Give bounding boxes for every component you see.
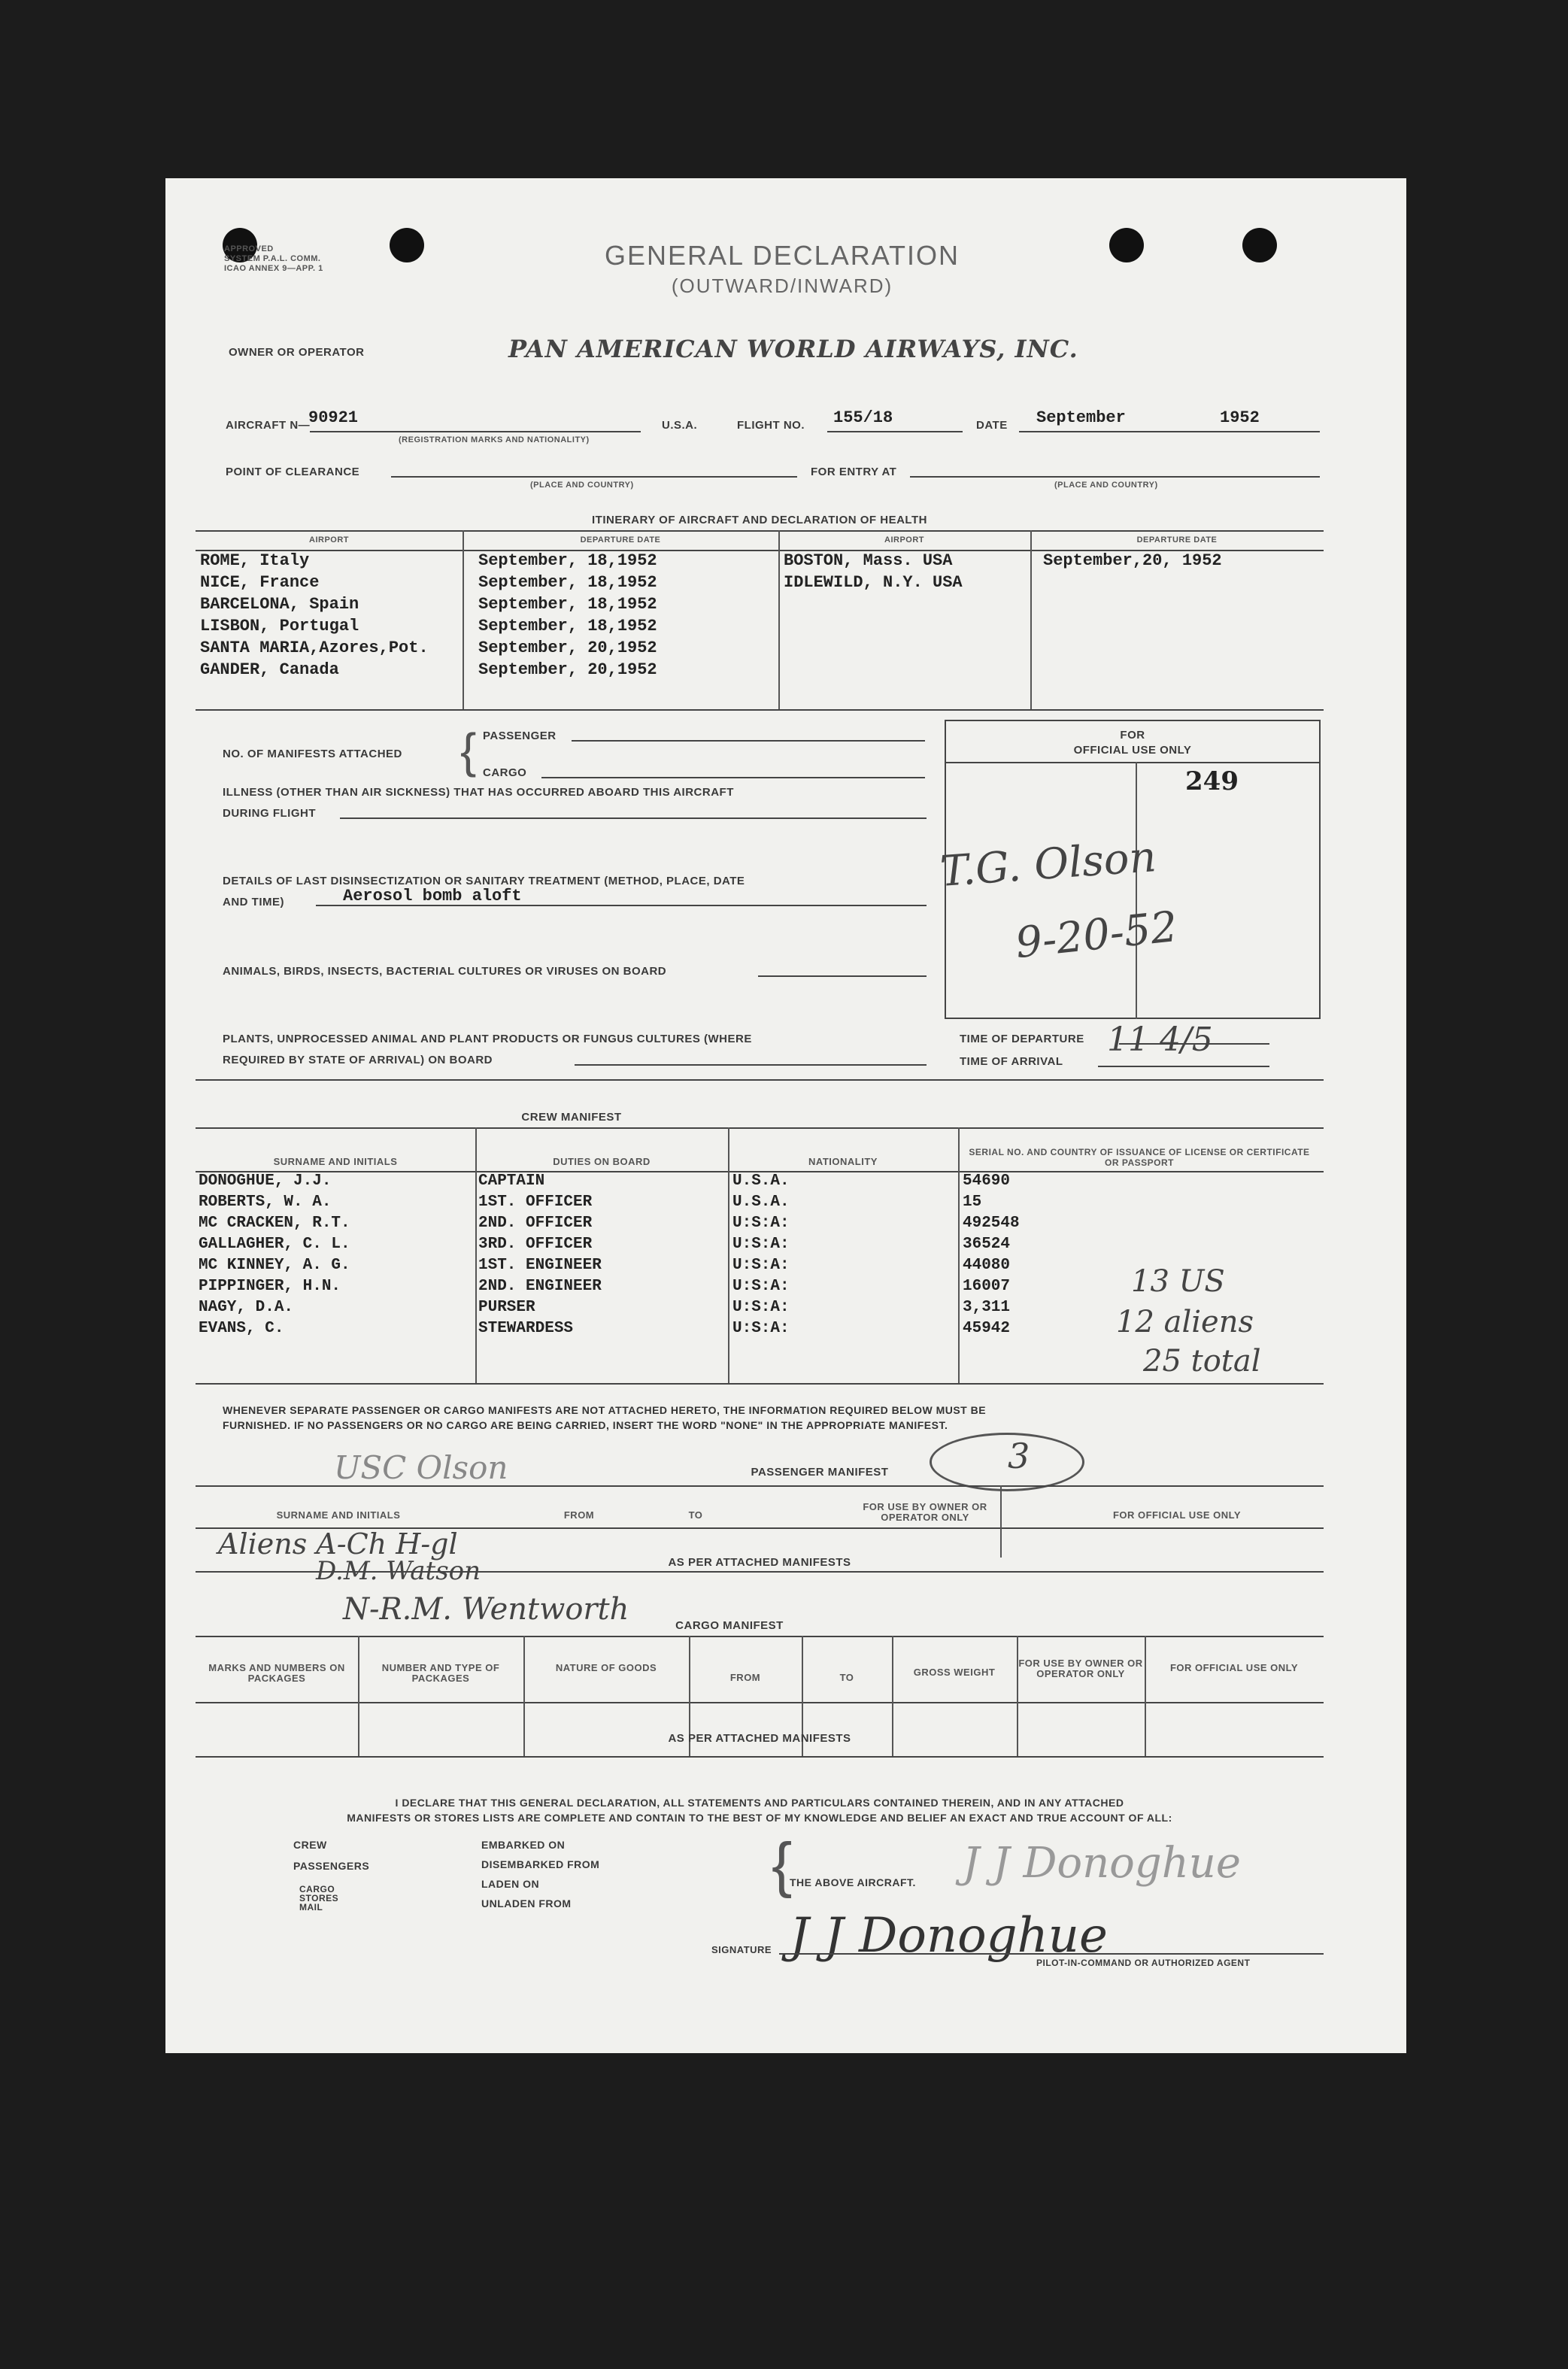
- official-signature: T.G. Olson: [939, 833, 1158, 896]
- decl-passengers: PASSENGERS: [293, 1860, 370, 1872]
- crew-serial: 3,311: [963, 1299, 1011, 1316]
- crew-serial: 15: [963, 1194, 982, 1211]
- itinerary-row: [200, 617, 657, 639]
- airport-cell: SANTA MARIA,Azores,Pot.: [200, 639, 429, 657]
- passenger-col-name: SURNAME AND INITIALS: [276, 1509, 401, 1521]
- airport-cell: NICE, France: [200, 573, 320, 592]
- itinerary-row: [784, 551, 1222, 573]
- crew-name: EVANS, C.: [199, 1320, 284, 1337]
- flight-label: FLIGHT NO.: [737, 419, 805, 432]
- itinerary-col-departure: DEPARTURE DATE: [580, 535, 661, 544]
- declaration-text: I DECLARE THAT THIS GENERAL DECLARATION, ALL STATEMENTS AND PARTICULARS CONTAINED THEREIN, AND IN ANY ATTACHED: [395, 1797, 1124, 1809]
- passenger-col-from: FROM: [563, 1509, 595, 1521]
- time-departure-label: TIME OF DEPARTURE: [960, 1033, 1084, 1045]
- passenger-hand-note: N-R.M. Wentworth: [343, 1592, 629, 1627]
- arrival-time-hand: 11 4/5: [1107, 1021, 1213, 1059]
- clearance-label: POINT OF CLEARANCE: [226, 466, 360, 478]
- animals-label: ANIMALS, BIRDS, INSECTS, BACTERIAL CULTURES OR VIRUSES ON BOARD: [223, 965, 667, 978]
- crew-duty: PURSER: [478, 1299, 535, 1316]
- aircraft-label: AIRCRAFT N—: [226, 419, 311, 432]
- cargo-label: CARGO: [483, 766, 527, 779]
- approval-line: APPROVED: [224, 244, 274, 253]
- manifest-notice: WHENEVER SEPARATE PASSENGER OR CARGO MANIFESTS ARE NOT ATTACHED HERETO, THE INFORMATION REQUIRED BELOW MUST BE: [223, 1404, 987, 1416]
- crew-nationality: U:S:A:: [732, 1236, 790, 1253]
- entry-place-note: (PLACE AND COUNTRY): [1054, 481, 1158, 490]
- flight-number: 155/18: [833, 408, 893, 427]
- disinsect-label: DETAILS OF LAST DISINSECTIZATION OR SANITARY TREATMENT (METHOD, PLACE, DATE: [223, 875, 745, 887]
- official-heading-1: FOR: [1120, 729, 1145, 742]
- crew-row: [199, 1236, 1020, 1257]
- crew-serial: 45942: [963, 1320, 1011, 1337]
- crew-serial: 44080: [963, 1257, 1011, 1274]
- itinerary-row: [200, 639, 657, 660]
- crew-duty: 1ST. OFFICER: [478, 1194, 593, 1211]
- airport-cell: BARCELONA, Spain: [200, 595, 359, 614]
- passenger-count: 3: [1008, 1436, 1030, 1476]
- signature-label: SIGNATURE: [711, 1944, 772, 1955]
- plants-label-2: REQUIRED BY STATE OF ARRIVAL) ON BOARD: [223, 1054, 493, 1066]
- crew-duty: 2ND. OFFICER: [478, 1215, 593, 1232]
- passenger-hand-note: D.M. Watson: [316, 1556, 481, 1586]
- form-subtitle: (OUTWARD/INWARD): [671, 275, 893, 297]
- crew-nationality: U:S:A:: [732, 1278, 790, 1295]
- official-date: 9-20-52: [1013, 902, 1180, 969]
- approval-line: SYSTEM P.A.L. COMM.: [224, 254, 321, 263]
- crew-duty: STEWARDESS: [478, 1320, 574, 1337]
- crew-name: MC KINNEY, A. G.: [199, 1257, 350, 1274]
- passenger-heading: PASSENGER MANIFEST: [751, 1466, 889, 1479]
- illness-label: ILLNESS (OTHER THAN AIR SICKNESS) THAT HAS OCCURRED ABOARD THIS AIRCRAFT: [223, 786, 734, 799]
- crew-nationality: U:S:A:: [732, 1257, 790, 1274]
- crew-row: [199, 1194, 1020, 1215]
- decl-embarked: EMBARKED ON: [481, 1839, 566, 1851]
- crew-name: PIPPINGER, H.N.: [199, 1278, 341, 1295]
- decl-mail: MAIL: [299, 1902, 323, 1912]
- passenger-col-to: TO: [688, 1509, 703, 1521]
- plants-label: PLANTS, UNPROCESSED ANIMAL AND PLANT PRODUCTS OR FUNGUS CULTURES (WHERE: [223, 1033, 752, 1045]
- declaration-text: MANIFESTS OR STORES LISTS ARE COMPLETE AND CONTAIN TO THE BEST OF MY KNOWLEDGE AND BELIEF AN EXACT AND TRUE ACCOUNT OF ALL:: [347, 1812, 1172, 1824]
- passenger-hand-note: USC Olson: [334, 1449, 508, 1486]
- during-flight-label: DURING FLIGHT: [223, 807, 316, 820]
- crew-heading: CREW MANIFEST: [521, 1111, 622, 1124]
- itinerary-right-rows: [784, 551, 1222, 595]
- crew-nationality: U.S.A.: [732, 1194, 790, 1211]
- manifest-notice: FURNISHED. IF NO PASSENGERS OR NO CARGO ARE BEING CARRIED, INSERT THE WORD "NONE" IN THE APPROPRIATE MANIFEST.: [223, 1419, 948, 1431]
- cargo-col: GROSS WEIGHT: [913, 1667, 996, 1678]
- clearance-place-note: (PLACE AND COUNTRY): [530, 481, 634, 490]
- crew-count-note: 12 aliens: [1116, 1305, 1254, 1339]
- crew-rows: [199, 1172, 1020, 1341]
- date-year: 1952: [1220, 408, 1260, 427]
- crew-name: GALLAGHER, C. L.: [199, 1236, 350, 1253]
- cargo-col: NATURE OF GOODS: [555, 1662, 657, 1673]
- crew-name: ROBERTS, W. A.: [199, 1194, 332, 1211]
- crew-serial: 54690: [963, 1172, 1011, 1190]
- passenger-as-per: AS PER ATTACHED MANIFESTS: [668, 1556, 851, 1569]
- itinerary-row: [200, 551, 657, 573]
- itinerary-row: [200, 573, 657, 595]
- date-month: September: [1036, 408, 1126, 427]
- itinerary-left-rows: [200, 551, 657, 682]
- cargo-heading: CARGO MANIFEST: [675, 1619, 784, 1632]
- decl-above-aircraft: THE ABOVE AIRCRAFT.: [790, 1876, 916, 1888]
- departure-cell: September, 18,1952: [478, 551, 657, 570]
- cargo-col: FROM: [729, 1672, 761, 1683]
- crew-col-name: SURNAME AND INITIALS: [273, 1156, 398, 1167]
- crew-duty: 3RD. OFFICER: [478, 1236, 593, 1253]
- cargo-col: FOR OFFICIAL USE ONLY: [1169, 1662, 1299, 1673]
- crew-duty: CAPTAIN: [478, 1172, 545, 1190]
- crew-name: NAGY, D.A.: [199, 1299, 294, 1316]
- crew-col-nationality: NATIONALITY: [808, 1156, 878, 1167]
- departure-cell: September, 18,1952: [478, 573, 657, 592]
- passenger-count-circle: [930, 1433, 1084, 1491]
- airport-cell: LISBON, Portugal: [200, 617, 359, 635]
- departure-cell: September, 18,1952: [478, 595, 657, 614]
- and-time-label: AND TIME): [223, 896, 284, 908]
- decl-unladen: UNLADEN FROM: [481, 1897, 572, 1909]
- signature-faint: J J Donoghue: [963, 1839, 1242, 1888]
- passenger-hand-note: Aliens A-Ch H-gl: [218, 1527, 458, 1561]
- cargo-col: NUMBER AND TYPE OF PACKAGES: [381, 1662, 500, 1684]
- crew-row: [199, 1320, 1020, 1341]
- crew-nationality: U:S:A:: [732, 1320, 790, 1337]
- manifests-attached-label: NO. OF MANIFESTS ATTACHED: [223, 748, 402, 760]
- airport-cell: ROME, Italy: [200, 551, 310, 570]
- entry-label: FOR ENTRY AT: [811, 466, 897, 478]
- cargo-col: MARKS AND NUMBERS ON PACKAGES: [208, 1662, 345, 1684]
- itinerary-heading: ITINERARY OF AIRCRAFT AND DECLARATION OF HEALTH: [592, 514, 927, 526]
- time-arrival-label: TIME OF ARRIVAL: [960, 1055, 1063, 1068]
- nationality: U.S.A.: [662, 419, 698, 432]
- decl-laden: LADEN ON: [481, 1878, 540, 1890]
- passenger-col-official: FOR OFFICIAL USE ONLY: [1112, 1509, 1242, 1521]
- date-label: DATE: [976, 419, 1008, 432]
- crew-name: DONOGHUE, J.J.: [199, 1172, 332, 1190]
- aircraft-note: (REGISTRATION MARKS AND NATIONALITY): [399, 435, 590, 444]
- crew-duty: 2ND. ENGINEER: [478, 1278, 602, 1295]
- airport-cell: GANDER, Canada: [200, 660, 339, 679]
- decl-cargo: CARGO: [299, 1884, 335, 1894]
- declaration-form: APPROVED SYSTEM P.A.L. COMM. ICAO ANNEX 9—APP. 1 GENERAL DECLARATION (OUTWARD/INWARD) OWNER OR OPERATOR PAN AMERICAN WORLD AIRWAYS, INC. AIRCRAFT N— 90921 (REGISTRATION MARKS AND NATIONALITY) U.S.A. FLIGHT NO. 155/18 DATE September 1952 POINT OF CLEARANCE (PLACE AND COUNTRY) FOR ENTRY AT (PLACE AND COUNTRY) ITINERARY OF AIRCRAFT AND DECLARATION OF HEALTH AIRPORT DEPARTURE DATE AIRPORT DEPARTURE DATE ROME, Italy September, 18,1952 NICE, France September, 18,1952 BARCELONA, Spain September, 18,1952 LISBON, Portugal September, 18,1952 SANTA MARIA,Azores,Pot. September, 20,1952 GANDER, Canada September, 20,1952 BOSTON, Mass. USA September,20, 1952 IDLEWILD, N.Y. USA NO. OF MANIFESTS ATTACHED { PASSENGER CARGO ILLNESS (OTHER THAN AIR SICKNESS) THAT HAS OCCURRED ABOARD THIS AIRCRAFT DURING FLIGHT DETAILS OF LAST DISINSECTIZATION OR SANITARY TREATMENT (METHOD, PLACE, DATE AND TIME) Aerosol bomb aloft ANIMALS, BIRDS, INSECTS, BACTERIAL CULTURES OR VIRUSES ON BOARD PLANTS, UNPROCESSED ANIMAL AND PLANT PRODUCTS OR FUNGUS CULTURES (WHERE REQUIRED BY STATE OF ARRIVAL) ON BOARD FOR OFFICIAL USE ONLY 249 T.G. Olson 9-20-52 TIME OF DEPARTURE TIME OF ARRIVAL 11 4/5 CREW MANIFEST SURNAME AND INITIALS DUTIES ON BOARD NATIONALITY SERIAL NO. AND COUNTRY OF ISSUANCE OF LICENSE OR CERTIFICATE OR PASSPORT DONOGHUE, J.J. CAPTAIN U.S.A. 54690 ROBERTS, W. A. 1ST. OFFICER U.S.A. 15 MC CRACKEN, R.T. 2ND. OFFICER U:S:A: 492548 GALLAGHER, C. L. 3RD. OFFICER U:S:A: 36524 MC KINNEY, A. G. 1ST. ENGINEER U:S:A: 44080 PIPPINGER, H.N. 2ND. ENGINEER U:S:A: 16007 NAGY, D.A. PURSER U:S:A: 3,311 EVANS, C. STEWARDESS U:S:A: 45942 13 US 12 aliens 25 total WHENEVER SEPARATE PASSENGER OR CARGO MANIFESTS ARE NOT ATTACHED HERETO, THE INFORMATION REQUIRED BELOW MUST BE FURNISHED. IF NO PASSENGERS OR NO CARGO ARE BEING CARRIED, INSERT THE WORD "NONE" IN THE APPROPRIATE MANIFEST. USC Olson PASSENGER MANIFEST 3 SURNAME AND INITIALS FROM TO FOR USE BY OWNER OR OPERATOR ONLY FOR OFFICIAL USE ONLY Aliens A-Ch H-gl D.M. Watson AS PER ATTACHED MANIFESTS N-R.M. Wentworth CARGO MANIFEST MARKS AND NUMBERS ON PACKAGES NUMBER AND TYPE OF PACKAGES NATURE OF GOODS FROM TO GROSS WEIGHT FOR USE BY OWNER OR OPERATOR ONLY FOR OFFICIAL USE ONLY AS PER ATTACHED MANIFESTS I DECLARE THAT THIS GENERAL DECLARATION, ALL STATEMENTS AND PARTICULARS CONTAINED THEREIN, AND IN ANY ATTACHED MANIFESTS OR STORES LISTS ARE COMPLETE AND CONTAIN TO THE BEST OF MY KNOWLEDGE AND BELIEF AN EXACT AND TRUE ACCOUNT OF ALL: CREW PASSENGERS CARGO STORES MAIL EMBARKED ON DISEMBARKED FROM LADEN ON UNLADEN FROM { THE ABOVE AIRCRAFT. J J Donoghue SIGNATURE J J Donoghue PILOT-IN-COMMAND OR AUTHORIZED AGENT: [165, 178, 1406, 2053]
- crew-serial: 492548: [963, 1215, 1020, 1232]
- pilot-label: PILOT-IN-COMMAND OR AUTHORIZED AGENT: [1036, 1958, 1251, 1968]
- departure-cell: September, 18,1952: [478, 617, 657, 635]
- crew-row: [199, 1257, 1020, 1278]
- form-title: GENERAL DECLARATION: [604, 240, 960, 271]
- crew-name: MC CRACKEN, R.T.: [199, 1215, 350, 1232]
- disinsect-value: Aerosol bomb aloft: [343, 887, 522, 905]
- owner-label: OWNER OR OPERATOR: [229, 346, 365, 359]
- punch-hole: [1242, 228, 1277, 262]
- decl-crew: CREW: [293, 1839, 327, 1851]
- departure-cell: September,20, 1952: [1043, 551, 1222, 570]
- crew-row: [199, 1172, 1020, 1194]
- itinerary-col-departure: DEPARTURE DATE: [1136, 535, 1218, 544]
- approval-line: ICAO ANNEX 9—APP. 1: [224, 264, 323, 273]
- passenger-col-owner: FOR USE BY OWNER OR OPERATOR ONLY: [863, 1501, 987, 1523]
- itinerary-row: [200, 595, 657, 617]
- punch-hole: [1109, 228, 1144, 262]
- aircraft-number: 90921: [308, 408, 359, 427]
- crew-row: [199, 1299, 1020, 1320]
- departure-cell: September, 20,1952: [478, 639, 657, 657]
- pilot-signature: J J Donoghue: [790, 1908, 1108, 1964]
- crew-row: [199, 1215, 1020, 1236]
- official-number: 249: [1185, 766, 1239, 796]
- owner-value: PAN AMERICAN WORLD AIRWAYS, INC.: [508, 335, 1078, 363]
- itinerary-row: [784, 573, 1222, 595]
- crew-col-serial: SERIAL NO. AND COUNTRY OF ISSUANCE OF LICENSE OR CERTIFICATE OR PASSPORT: [969, 1147, 1310, 1168]
- punch-hole: [390, 228, 424, 262]
- cargo-col: FOR USE BY OWNER OR OPERATOR ONLY: [1018, 1658, 1143, 1679]
- crew-count-note: 25 total: [1143, 1344, 1261, 1379]
- crew-serial: 36524: [963, 1236, 1011, 1253]
- crew-serial: 16007: [963, 1278, 1011, 1295]
- crew-col-duties: DUTIES ON BOARD: [553, 1156, 651, 1167]
- departure-cell: September, 20,1952: [478, 660, 657, 679]
- itinerary-col-airport: AIRPORT: [309, 535, 349, 544]
- itinerary-row: [200, 660, 657, 682]
- airport-cell: BOSTON, Mass. USA: [784, 551, 953, 570]
- passenger-label: PASSENGER: [483, 730, 557, 742]
- official-heading-2: OFFICIAL USE ONLY: [1073, 744, 1192, 757]
- crew-nationality: U:S:A:: [732, 1299, 790, 1316]
- cargo-col: TO: [839, 1672, 854, 1683]
- cargo-as-per: AS PER ATTACHED MANIFESTS: [668, 1732, 851, 1745]
- crew-nationality: U:S:A:: [732, 1215, 790, 1232]
- decl-stores: STORES: [299, 1893, 339, 1903]
- crew-duty: 1ST. ENGINEER: [478, 1257, 602, 1274]
- itinerary-col-airport: AIRPORT: [884, 535, 924, 544]
- crew-nationality: U.S.A.: [732, 1172, 790, 1190]
- crew-count-note: 13 US: [1131, 1264, 1225, 1299]
- airport-cell: IDLEWILD, N.Y. USA: [784, 573, 963, 592]
- crew-row: [199, 1278, 1020, 1299]
- decl-disembarked: DISEMBARKED FROM: [481, 1858, 600, 1870]
